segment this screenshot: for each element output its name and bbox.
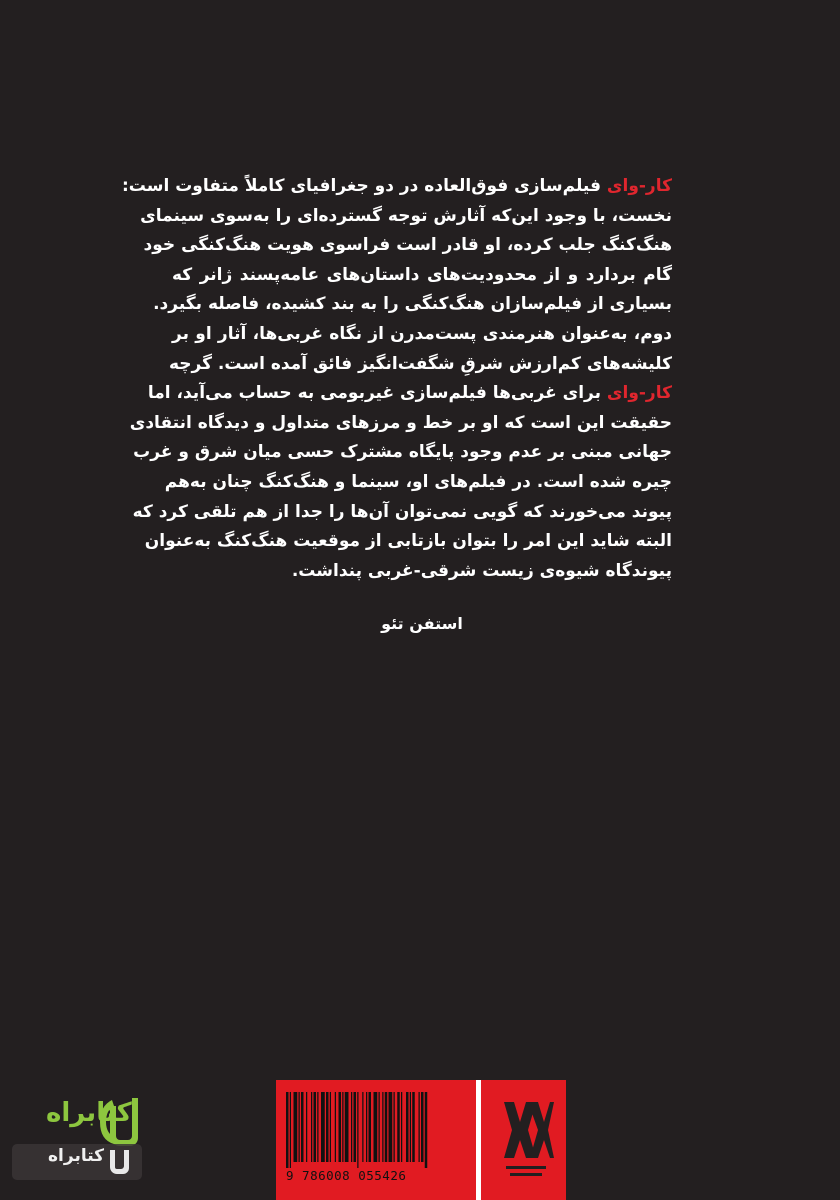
blurb-segment: بسیاری از فیلم‌سازان هنگ‌کنگی را به بند کشیده، فاصله بگیرد.: [153, 294, 672, 315]
barcode-bar: [306, 1092, 307, 1162]
blurb-segment: البته شاید این امر را بتوان بازتابی از موقعیت هنگ‌کنگ به‌عنوان: [144, 531, 672, 552]
watermark-label-small: کتابراه: [48, 1146, 105, 1166]
blurb-segment: نخست، با وجود این‌که آثارش توجه گسترده‌ای را به‌سوی سینمای: [140, 205, 672, 226]
blurb-segment: حقیقت این است که او بر خط و مرزهای متداول و دیدگاه انتقادی: [129, 412, 672, 433]
blurb-line: [132, 498, 672, 528]
barcode-bar: [345, 1092, 349, 1162]
blurb-line: [133, 438, 672, 468]
blurb-segment: کلیشه‌های کم‌ارزش شرقِ شگفت‌انگیز فائق آمده است. گرچه: [168, 353, 672, 374]
barcode-bar: [366, 1092, 367, 1162]
blurb-line: [172, 320, 672, 350]
barcode-bar: [374, 1092, 378, 1162]
accent-name: کار-وای: [606, 383, 672, 404]
blurb-segment: پیوند می‌خورند که گویی نمی‌توان آن‌ها را جدا از هم تلقی کرد که: [132, 501, 672, 522]
barcode-bar: [339, 1092, 342, 1162]
barcode-bar: [369, 1092, 372, 1162]
barcode-divider: [476, 1080, 481, 1200]
blurb-segment: پیوندگاه شیوه‌ی زیست شرقی-غربی پنداشت.: [291, 560, 672, 581]
blurb-line: [164, 468, 672, 498]
blurb-line: [129, 409, 672, 439]
barcode-bar: [351, 1092, 352, 1162]
barcode-bar: [311, 1092, 312, 1162]
barcode-bar: [321, 1092, 325, 1162]
barcode-bar: [330, 1092, 331, 1162]
barcode-bar: [290, 1092, 291, 1168]
blurb-segment: فیلم‌سازی فوق‌العاده در دو جغرافیای کاملاً متفاوت است:: [121, 176, 607, 196]
blurb-line: [172, 557, 672, 587]
blurb-line: [172, 261, 672, 291]
barcode-bar: [357, 1092, 358, 1168]
barcode-bar: [401, 1092, 402, 1162]
barcode-bar: [410, 1092, 411, 1162]
barcode-bar: [389, 1092, 393, 1162]
barcode-bar: [425, 1092, 428, 1168]
barcode-bar: [419, 1092, 420, 1162]
barcode-bar: [421, 1092, 424, 1162]
ketabrah-watermark: [12, 1092, 142, 1184]
barcode-bar: [382, 1092, 383, 1162]
barcode-bar: [362, 1092, 363, 1162]
blurb-segment: چیره شده است. در فیلم‌های او، سینما و هنگ‌کنگ چنان به‌هم: [164, 471, 672, 492]
barcode-bar: [342, 1092, 343, 1162]
barcode-bar: [286, 1092, 289, 1168]
barcode-bar: [379, 1092, 380, 1162]
blurb-segment: جهانی مبنی بر عدم وجود پایگاه مشترک حسی میان شرق و غرب: [133, 442, 672, 463]
barcode-bar: [406, 1092, 409, 1162]
barcode-bar: [394, 1092, 395, 1162]
barcode-bar: [301, 1092, 304, 1162]
blurb-segment: هنگ‌کنگ جلب کرده، او قادر است فراسوی هویت هنگ‌کنگی خود: [143, 235, 672, 256]
blurb-line: [153, 290, 672, 320]
barcode-bar: [412, 1092, 415, 1162]
blurb-segment: برای غربی‌ها فیلم‌سازی غیربومی به حساب می‌آید، اما: [147, 383, 607, 404]
blurb-segment: گام بردارد و از محدودیت‌های داستان‌های عامه‌پسند ژانر که: [172, 264, 672, 285]
barcode-bar: [385, 1092, 388, 1162]
blurb-line: [121, 172, 672, 202]
blurb-line: [140, 202, 672, 232]
publisher-logo-icon: [498, 1096, 554, 1186]
blurb-line: [143, 231, 672, 261]
blurb-line: [147, 379, 672, 409]
barcode-bar: [326, 1092, 329, 1162]
accent-name: کار-وای: [606, 176, 672, 196]
author-credit: استفن تئو: [381, 614, 463, 633]
watermark-bottom: [12, 1138, 142, 1184]
barcode-bar: [314, 1092, 317, 1162]
barcode-bar: [335, 1092, 336, 1162]
barcode-bar: [299, 1092, 300, 1162]
barcode-bar: [294, 1092, 298, 1162]
barcode: [276, 1080, 474, 1200]
barcode-bar: [397, 1092, 400, 1162]
blurb-line: [144, 527, 672, 557]
blurb-text: [121, 172, 672, 586]
barcode-panel: [276, 1080, 566, 1200]
isbn-number: 9 786008 055426: [286, 1168, 407, 1183]
blurb-segment: دوم، به‌عنوان هنرمندی پست‌مدرن از نگاه غربی‌ها، آثار او بر: [172, 323, 672, 344]
barcode-bars: [286, 1092, 474, 1168]
barcode-bar: [317, 1092, 318, 1162]
barcode-bar: [354, 1092, 357, 1162]
blurb-line: [168, 350, 672, 380]
watermark-label: کتابراه: [46, 1098, 132, 1128]
